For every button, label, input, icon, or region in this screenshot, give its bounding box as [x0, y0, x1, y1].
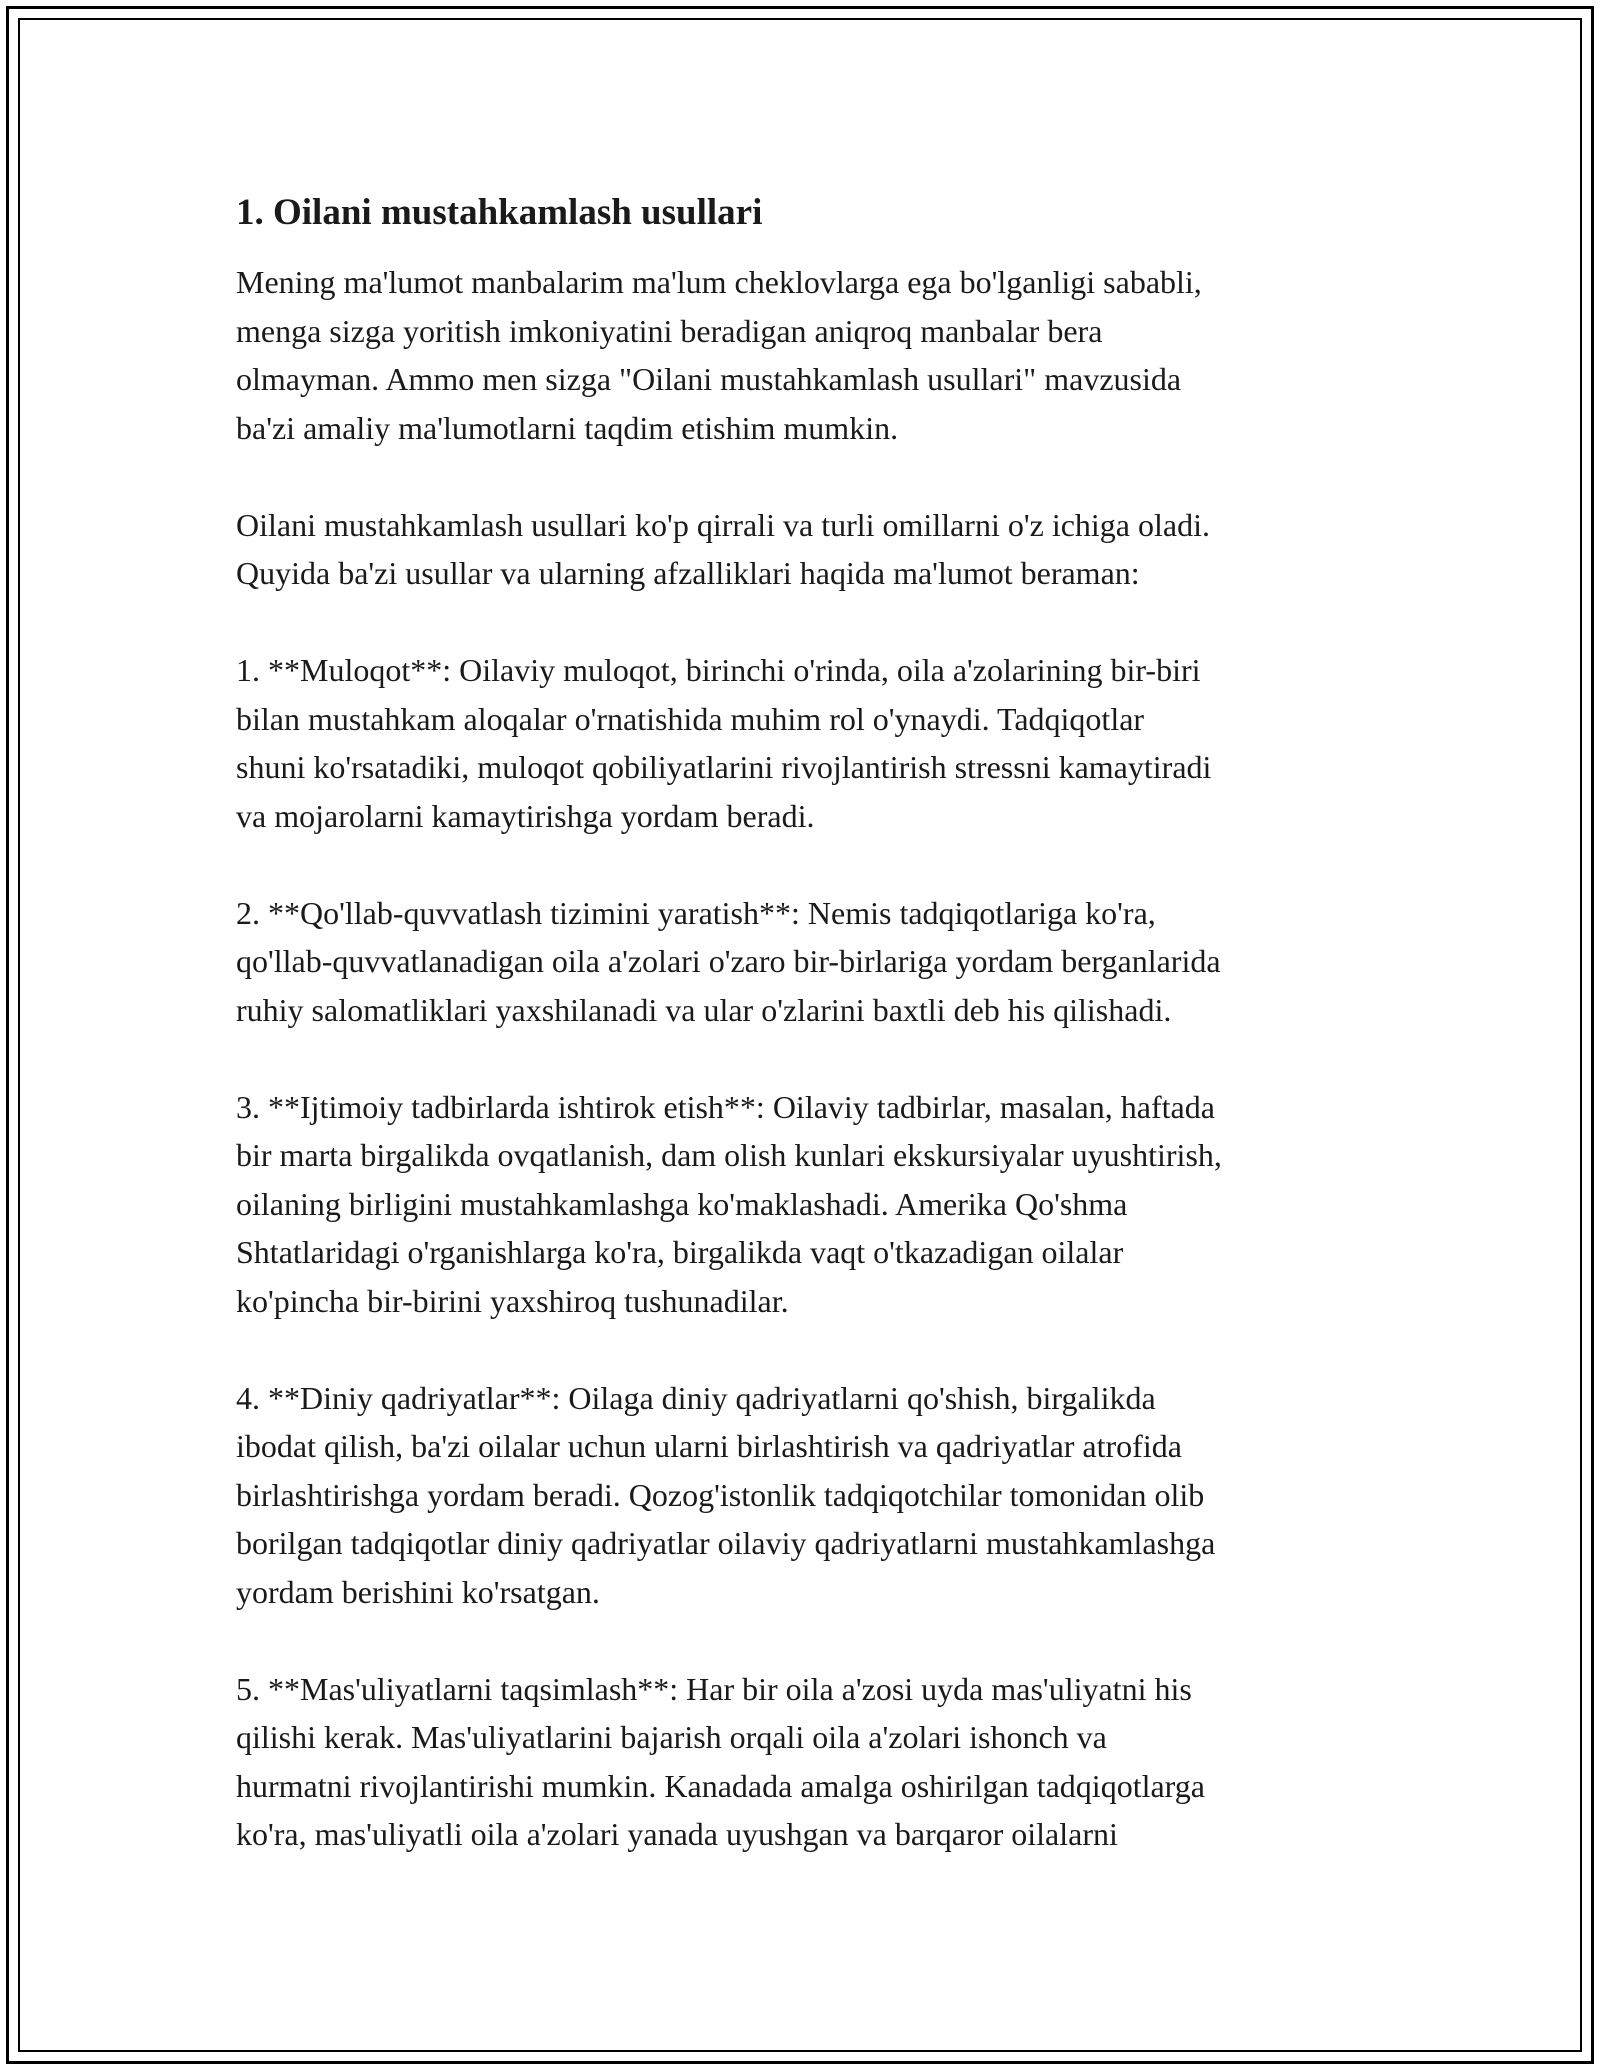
list-item-support-system: 2. **Qo'llab-quvvatlash tizimini yaratish**: Nemis tadqiqotlariga ko'ra, qo'llab-quvvatlanadigan oila a'zolari o'zaro bir-birlariga yordam berganlarida ruhiy salomatliklari yaxshilanadi va ular o'zlarini baxtli deb his qilishadi.: [236, 894, 1221, 1028]
paragraph-overview: Oilani mustahkamlash usullari ko'p qirrali va turli omillarni o'z ichiga oladi. Quyida ba'zi usullar va ularning afzalliklari haqida ma'lumot beraman:: [236, 506, 1210, 591]
document-body: [236, 188, 1386, 1907]
list-item-responsibilities: 5. **Mas'uliyatlarni taqsimlash**: Har bir oila a'zosi uyda mas'uliyatni his qilishi kerak. Mas'uliyatlarini bajarish orqali oila a'zolari ishonch va hurmatni rivojlantirishi mumkin. Kanadada amalga oshirilgan tadqiqotlarga ko'ra, mas'uliyatli oila a'zolari yanada uyushgan va barqaror oilalarni: [236, 1670, 1205, 1852]
document-title: 1. Oilani mustahkamlash usullari: [236, 192, 763, 233]
list-item-muloqot: 1. **Muloqot**: Oilaviy muloqot, birinchi o'rinda, oila a'zolarining bir-biri bilan mustahkam aloqalar o'rnatishida muhim rol o'ynaydi. Tadqiqotlar shuni ko'rsatadiki, muloqot qobiliyatlarini rivojlantirish stressni kamaytiradi va mojarolarni kamaytirishga yordam beradi.: [236, 652, 1212, 834]
list-item-religious-values: 4. **Diniy qadriyatlar**: Oilaga diniy qadriyatlarni qo'shish, birgalikda ibodat qilish, ba'zi oilalar uchun ularni birlashtirish va qadriyatlar atrofida birlashtirishga yordam beradi. Qozog'istonlik tadqiqotchilar tomonidan olib borilgan tadqiqotlar diniy qadriyatlar oilaviy qadriyatlarni mustahkamlashga yordam berishini ko'rsatgan.: [236, 1379, 1216, 1610]
list-item-social-events: 3. **Ijtimoiy tadbirlarda ishtirok etish**: Oilaviy tadbirlar, masalan, haftada bir marta birgalikda ovqatlanish, dam olish kunlari ekskursiyalar uyushtirish, oilaning birligini mustahkamlashga ko'maklashadi. Amerika Qo'shma Shtatlaridagi o'rganishlarga ko'ra, birgalikda vaqt o'tkazadigan oilalar ko'pincha bir-birini yaxshiroq tushunadilar.: [236, 1088, 1222, 1319]
paragraph-intro: Mening ma'lumot manbalarim ma'lum cheklovlarga ega bo'lganligi sababli, menga sizga yoritish imkoniyatini beradigan aniqroq manbalar bera olmayman. Ammo men sizga "Oilani mustahkamlash usullari" mavzusida ba'zi amaliy ma'lumotlarni taqdim etishim mumkin.: [236, 264, 1202, 446]
